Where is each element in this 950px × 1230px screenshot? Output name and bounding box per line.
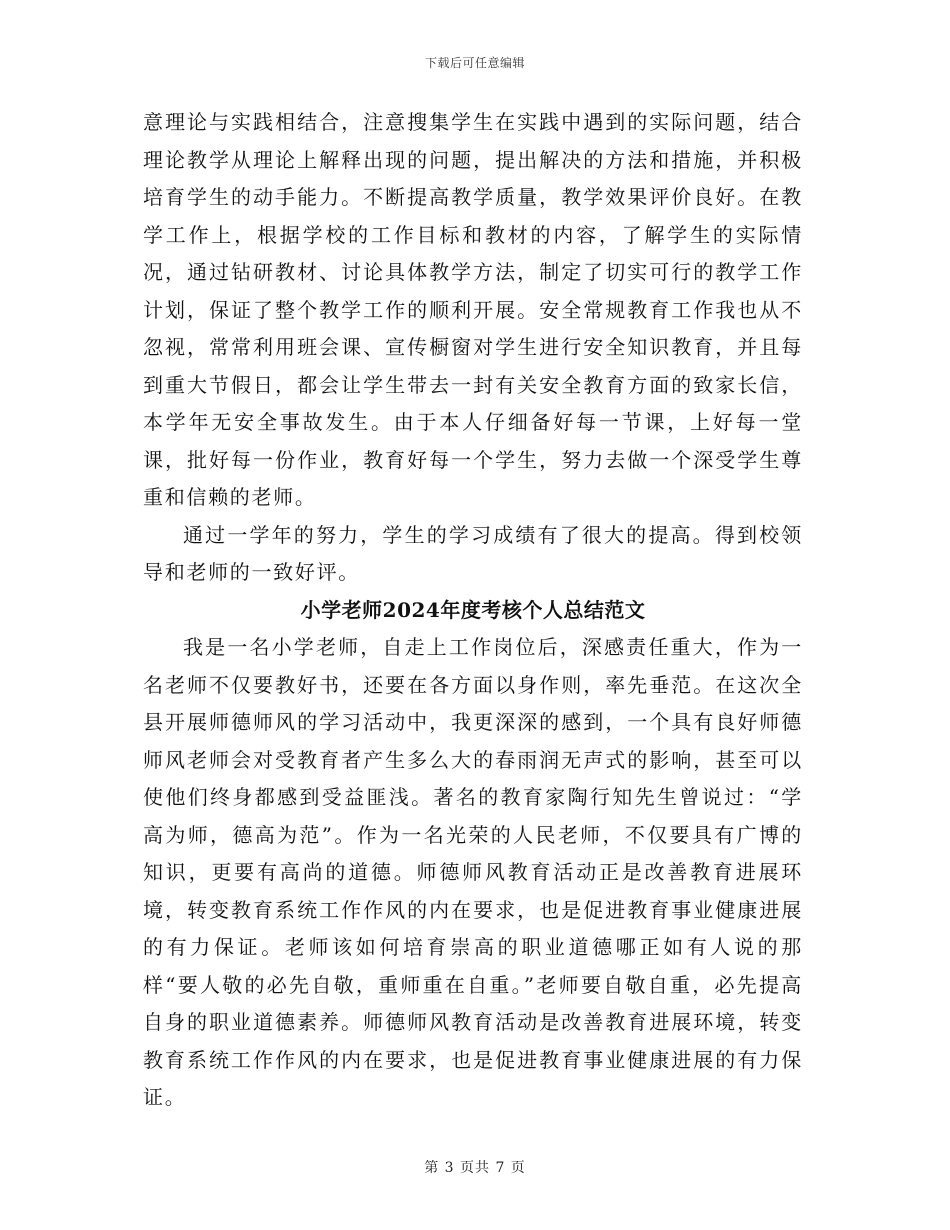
section-title: 小学老师2024年度考核个人总结范文 <box>300 597 646 622</box>
body-paragraph-1: 意理论与实践相结合，注意搜集学生在实践中遇到的实际问题，结合理论教学从理论上解释出现的问题，提出解决的方法和措施，并积极培育学生的动手能力。不断提高教学质量，教学效果评价良好。在教学工作上，根据学校的工作目标和教材的内容，了解学生的实际情况，通过钻研教材、讨论具体教学方法，制定了切实可行的教学工作计划，保证了整个教学工作的顺利开展。安全常规教育工作我也从不忽视，常常利用班会课、宣传橱窗对学生进行安全知识教育，并且每到重大节假日，都会让学生带去一封有关安全教育方面的致家长信，本学年无安全事故发生。由于本人仔细备好每一节课，上好每一堂课，批好每一份作业，教育好每一个学生，努力去做一个深受学生尊重和信赖的老师。 <box>143 110 803 509</box>
page-header-note: 下载后可任意编辑 <box>424 56 525 70</box>
page-footer-number: 第 3 页共 7 页 <box>424 1160 526 1176</box>
body-paragraph-3: 我是一名小学老师，自走上工作岗位后，深感责任重大，作为一名老师不仅要教好书，还要在各方面以身作则，率先垂范。在这次全县开展师德师风的学习活动中，我更深深的感到，一个具有良好师德师风老师会对受教育者产生多么大的春雨润无声式的影响，甚至可以使他们终身都感到受益匪浅。著名的教育家陶行知先生曾说过：“学高为师，德高为范”。作为一名光荣的人民老师，不仅要具有广博的知识，更要有高尚的道德。师德师风教育活动正是改善教育进展环境，转变教育系统工作作风的内在要求，也是促进教育事业健康进展的有力保证。老师该如何培育崇高的职业道德哪正如有人说的那样“要人敬的必先自敬，重师重在自重。”老师要自敬自重，必先提高自身的职业道德素养。师德师风教育活动是改善教育进展环境，转变教育系统工作作风的内在要求，也是促进教育事业健康进展的有力保证。 <box>143 635 803 1109</box>
body-paragraph-2: 通过一学年的努力，学生的学习成绩有了很大的提高。得到校领导和老师的一致好评。 <box>143 522 803 584</box>
document-body <box>143 104 803 1117</box>
